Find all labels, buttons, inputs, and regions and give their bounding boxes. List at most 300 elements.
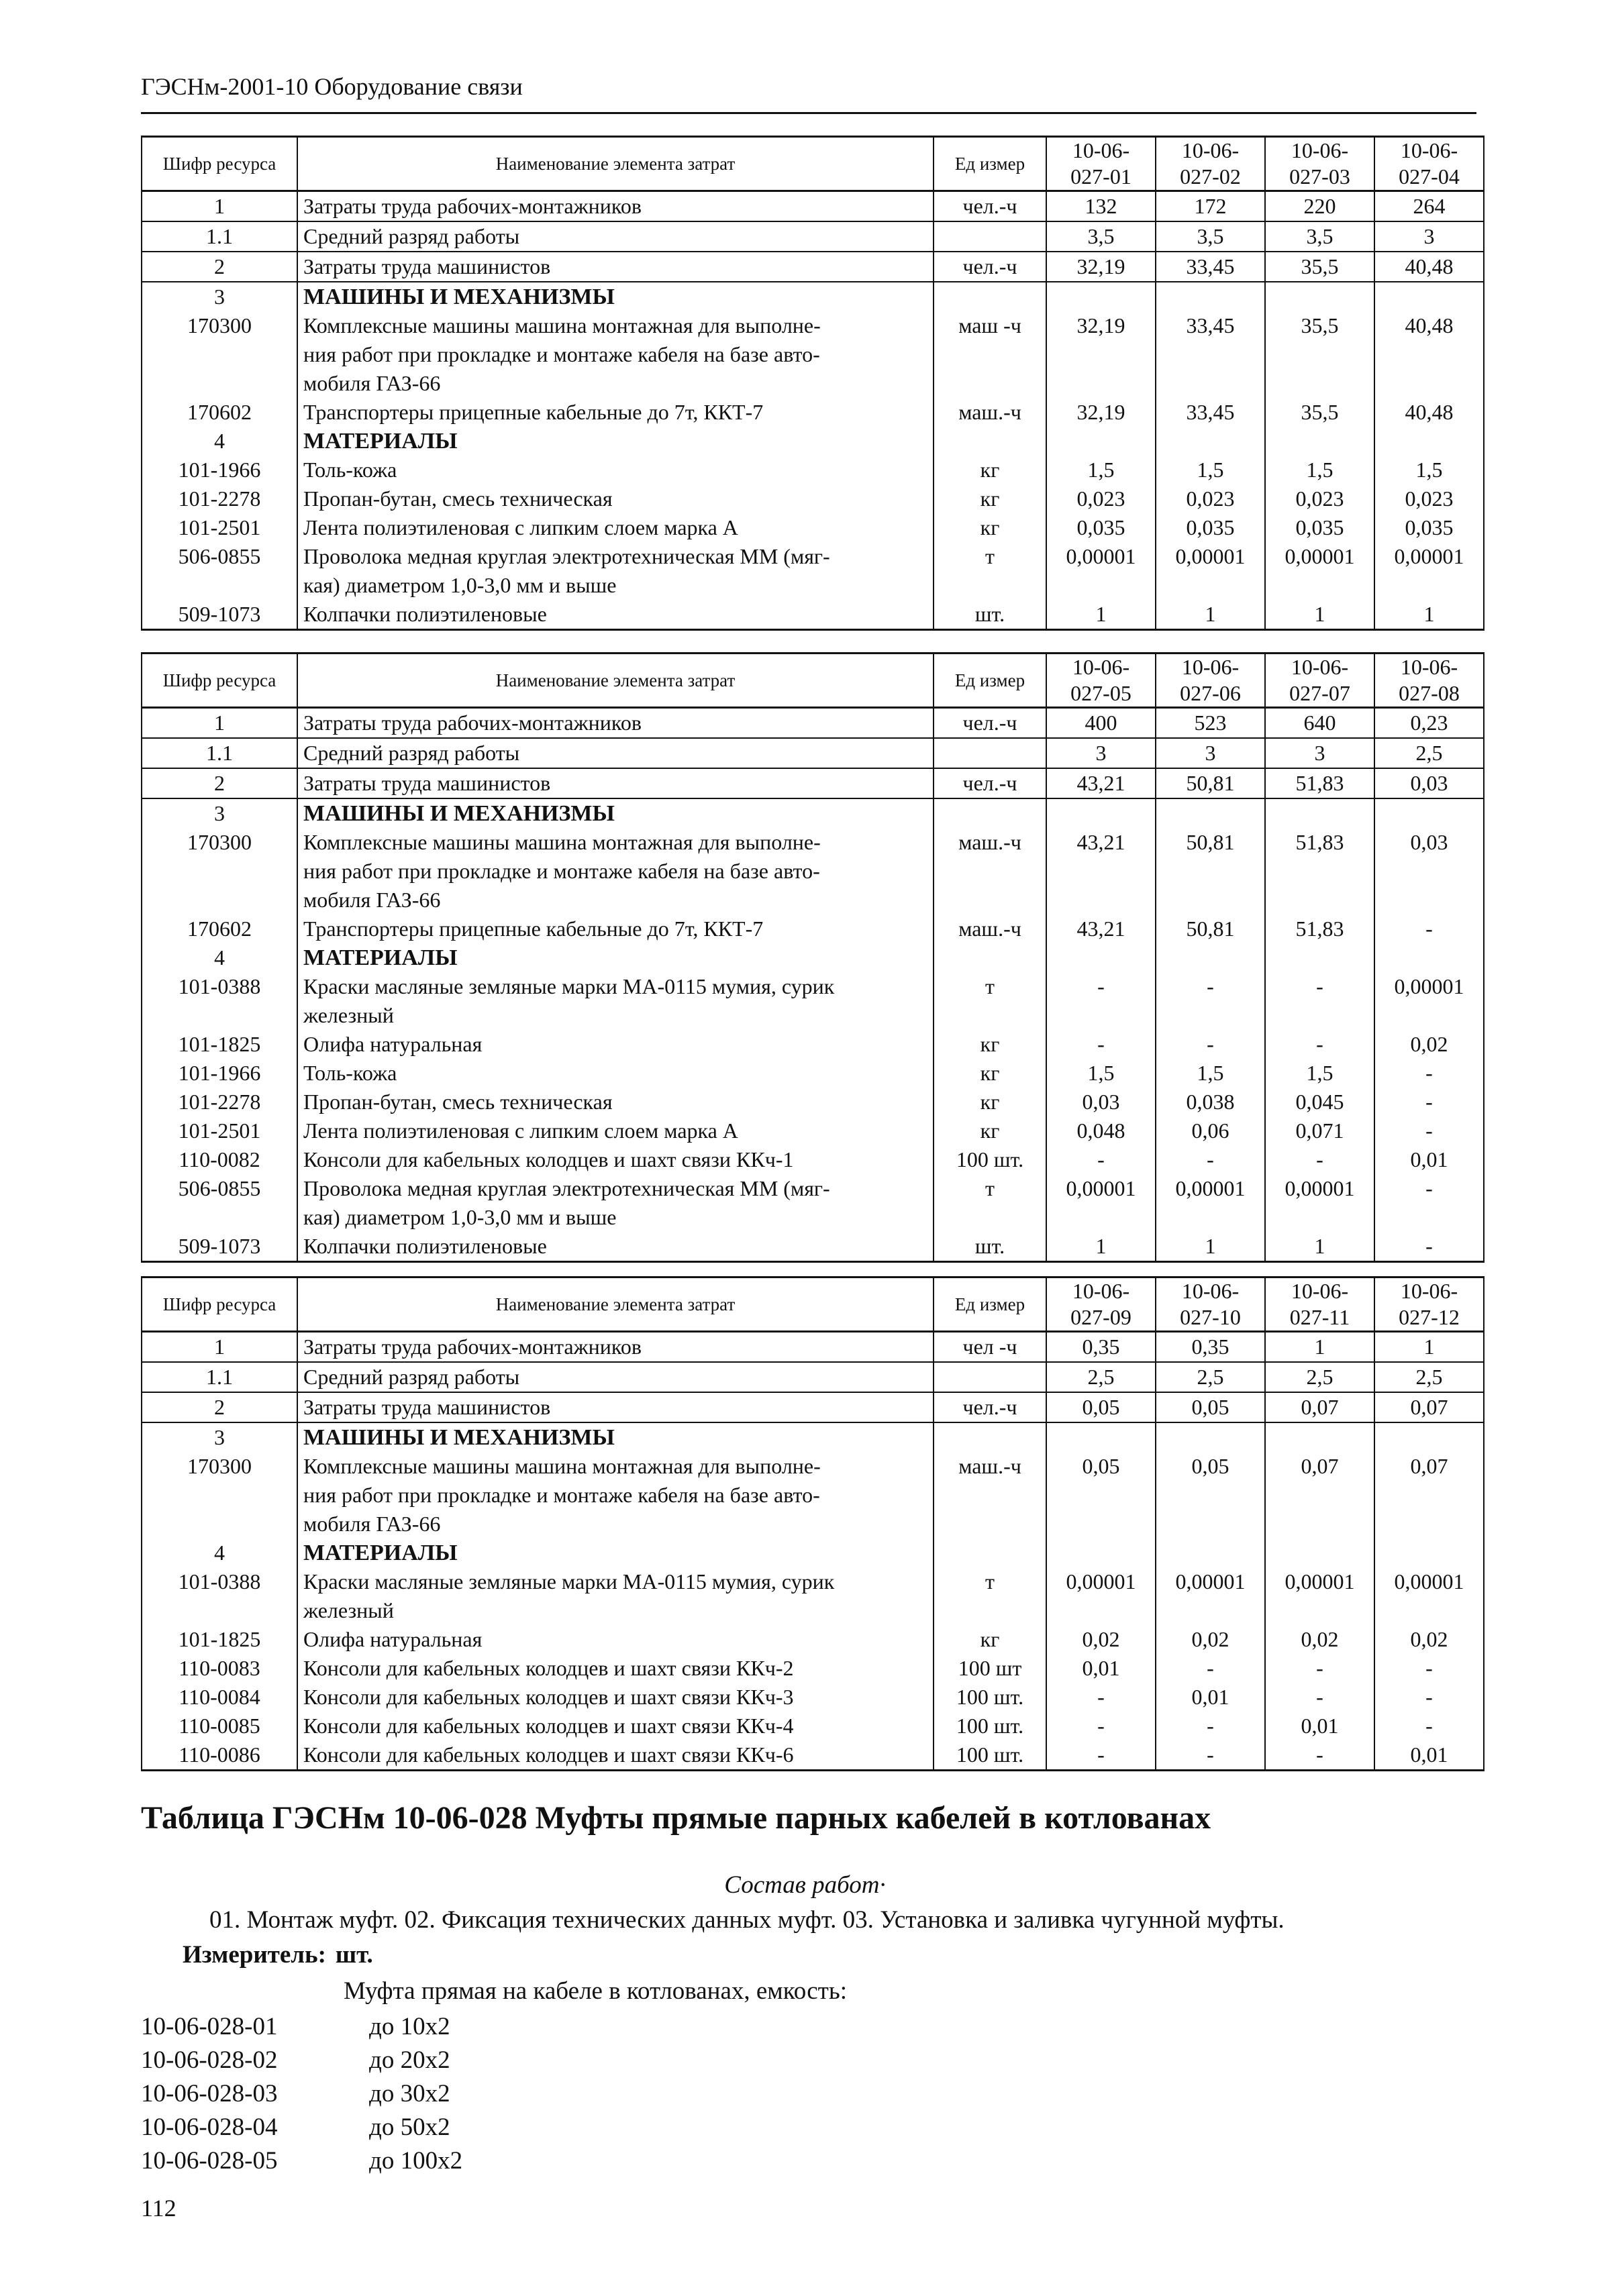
value-cell: 0,00001 (1265, 1567, 1374, 1625)
value-cell (1374, 1422, 1484, 1452)
header-norm-code: 10-06- 027-05 (1046, 654, 1156, 708)
table-row (142, 1654, 1484, 1683)
value-cell: 0,023 (1156, 484, 1265, 513)
resource-code-cell: 101-2501 (142, 513, 297, 542)
value-cell: 264 (1374, 191, 1484, 222)
value-cell: 0,071 (1265, 1116, 1374, 1145)
table-row (142, 542, 1484, 600)
resource-name-cell: Лента полиэтиленовая с липким слоем марка А (297, 513, 934, 542)
unit-cell (934, 282, 1046, 311)
resource-name-cell: Средний разряд работы (297, 221, 934, 252)
value-cell: 3 (1374, 221, 1484, 252)
resource-code-cell: 1 (142, 708, 297, 739)
unit-cell: чел.-ч (934, 1392, 1046, 1422)
page-header-title: ГЭСНм-2001-10 Оборудование связи (141, 73, 523, 100)
unit-cell: кг (934, 1625, 1046, 1654)
unit-cell: маш.-ч (934, 1452, 1046, 1538)
header-norm-code: 10-06- 027-03 (1265, 137, 1374, 191)
resource-name-cell: Затраты труда машинистов (297, 768, 934, 798)
unit-cell: 100 шт. (934, 1740, 1046, 1771)
value-cell: 0,06 (1156, 1116, 1265, 1145)
resource-code-cell: 110-0086 (142, 1740, 297, 1771)
value-cell: - (1265, 1145, 1374, 1174)
resource-code-cell: 1.1 (142, 1362, 297, 1392)
unit-cell (934, 1362, 1046, 1392)
table-row (142, 1683, 1484, 1712)
table-row (142, 1116, 1484, 1145)
value-cell: 0,00001 (1374, 1567, 1484, 1625)
value-cell: 2,5 (1265, 1362, 1374, 1392)
table-header-row (142, 1277, 1484, 1332)
resource-name-cell: Проволока медная круглая электротехническая ММ (мяг- кая) диаметром 1,0-3,0 мм и выше (297, 542, 934, 600)
unit-cell: 100 шт (934, 1654, 1046, 1683)
value-cell: 33,45 (1156, 311, 1265, 398)
unit-cell (934, 427, 1046, 456)
resource-code-cell: 3 (142, 282, 297, 311)
value-cell: 0,01 (1046, 1654, 1156, 1683)
header-norm-code: 10-06- 027-10 (1156, 1277, 1265, 1332)
value-cell: 1 (1265, 1332, 1374, 1363)
resource-name-cell: Пропан-бутан, смесь техническая (297, 484, 934, 513)
value-cell: 0,02 (1046, 1625, 1156, 1654)
table-row (142, 1059, 1484, 1088)
resource-name-cell: Колпачки полиэтиленовые (297, 600, 934, 630)
resource-name-cell: МАШИНЫ И МЕХАНИЗМЫ (297, 798, 934, 828)
table-row (142, 252, 1484, 282)
unit-cell: маш.-ч (934, 398, 1046, 427)
resource-name-cell: Средний разряд работы (297, 738, 934, 768)
header-name: Наименование элемента затрат (297, 137, 934, 191)
resource-table-1 (141, 136, 1485, 631)
resource-name-cell: Комплексные машины машина монтажная для выполне- ния работ при прокладке и монтаже кабеля на базе авто- мобиля ГАЗ-66 (297, 311, 934, 398)
table-row (142, 427, 1484, 456)
variant-row (141, 2144, 462, 2178)
value-cell: 1,5 (1156, 1059, 1265, 1088)
value-cell: 0,01 (1374, 1145, 1484, 1174)
value-cell: 51,83 (1265, 915, 1374, 943)
value-cell: 172 (1156, 191, 1265, 222)
value-cell (1156, 1422, 1265, 1452)
value-cell: 1 (1156, 600, 1265, 630)
unit-cell (934, 1538, 1046, 1567)
value-cell: 43,21 (1046, 828, 1156, 915)
value-cell: 1,5 (1374, 456, 1484, 484)
value-cell: - (1374, 1088, 1484, 1116)
value-cell: 40,48 (1374, 311, 1484, 398)
resource-name-cell: Лента полиэтиленовая с липким слоем марка А (297, 1116, 934, 1145)
value-cell: 33,45 (1156, 252, 1265, 282)
value-cell: 0,05 (1046, 1452, 1156, 1538)
unit-cell: шт. (934, 600, 1046, 630)
page-header (141, 72, 1476, 114)
resource-name-cell: Консоли для кабельных колодцев и шахт связи ККч-1 (297, 1145, 934, 1174)
resource-code-cell: 4 (142, 427, 297, 456)
resource-name-cell: МАТЕРИАЛЫ (297, 943, 934, 972)
value-cell (1156, 282, 1265, 311)
value-cell: 0,02 (1156, 1625, 1265, 1654)
resource-code-cell: 170602 (142, 398, 297, 427)
value-cell: 523 (1156, 708, 1265, 739)
resource-name-cell: Затраты труда машинистов (297, 252, 934, 282)
value-cell: 0,07 (1265, 1392, 1374, 1422)
resource-code-cell: 170300 (142, 1452, 297, 1538)
resource-name-cell: Консоли для кабельных колодцев и шахт связи ККч-2 (297, 1654, 934, 1683)
variant-row (141, 2010, 462, 2044)
value-cell: 0,05 (1156, 1392, 1265, 1422)
table-row (142, 915, 1484, 943)
table-row (142, 484, 1484, 513)
table-row (142, 738, 1484, 768)
table-row (142, 1332, 1484, 1363)
value-cell: 1 (1046, 1232, 1156, 1262)
unit-cell: 100 шт. (934, 1145, 1046, 1174)
table-row (142, 1422, 1484, 1452)
variant-capacity: до 100х2 (369, 2147, 463, 2175)
table-row (142, 1145, 1484, 1174)
value-cell: 51,83 (1265, 768, 1374, 798)
header-norm-code: 10-06- 027-01 (1046, 137, 1156, 191)
resource-name-cell: Пропан-бутан, смесь техническая (297, 1088, 934, 1116)
resource-code-cell: 509-1073 (142, 1232, 297, 1262)
header-norm-code: 10-06- 027-09 (1046, 1277, 1156, 1332)
resource-name-cell: МАШИНЫ И МЕХАНИЗМЫ (297, 282, 934, 311)
resource-code-cell: 4 (142, 943, 297, 972)
value-cell: 0,35 (1046, 1332, 1156, 1363)
value-cell: 43,21 (1046, 915, 1156, 943)
table-row (142, 600, 1484, 630)
value-cell (1265, 798, 1374, 828)
header-name: Наименование элемента затрат (297, 654, 934, 708)
unit-cell: т (934, 542, 1046, 600)
table-header-row (142, 654, 1484, 708)
value-cell: 32,19 (1046, 252, 1156, 282)
value-cell (1046, 282, 1156, 311)
resource-name-cell: Олифа натуральная (297, 1030, 934, 1059)
header-unit: Ед измер (934, 1277, 1046, 1332)
value-cell: - (1265, 1030, 1374, 1059)
value-cell: - (1046, 1740, 1156, 1771)
value-cell: - (1374, 1232, 1484, 1262)
value-cell: 0,045 (1265, 1088, 1374, 1116)
value-cell: - (1156, 1740, 1265, 1771)
value-cell: 1 (1265, 1232, 1374, 1262)
resource-name-cell: Проволока медная круглая электротехническая ММ (мяг- кая) диаметром 1,0-3,0 мм и выше (297, 1174, 934, 1232)
variant-code: 10-06-028-02 (141, 2046, 278, 2074)
resource-code-cell: 110-0084 (142, 1683, 297, 1712)
resource-name-cell: Транспортеры прицепные кабельные до 7т, ККТ-7 (297, 915, 934, 943)
unit-cell: кг (934, 513, 1046, 542)
section-title: Таблица ГЭСНм 10-06-028 Муфты прямые парных кабелей в котлованах (141, 1800, 1211, 1836)
value-cell (1374, 427, 1484, 456)
variant-row (141, 2111, 462, 2144)
table-row (142, 1232, 1484, 1262)
value-cell: 0,03 (1374, 828, 1484, 915)
value-cell: 0,01 (1156, 1683, 1265, 1712)
value-cell: 0,03 (1374, 768, 1484, 798)
resource-name-cell: Толь-кожа (297, 1059, 934, 1088)
resource-name-cell: Консоли для кабельных колодцев и шахт связи ККч-3 (297, 1683, 934, 1712)
resource-name-cell: Транспортеры прицепные кабельные до 7т, ККТ-7 (297, 398, 934, 427)
value-cell: - (1374, 1174, 1484, 1232)
table-row (142, 768, 1484, 798)
value-cell: 0,00001 (1156, 1174, 1265, 1232)
table-row (142, 1538, 1484, 1567)
value-cell: 132 (1046, 191, 1156, 222)
value-cell: - (1374, 1654, 1484, 1683)
resource-code-cell: 2 (142, 252, 297, 282)
value-cell: 1 (1374, 600, 1484, 630)
resource-name-cell: Олифа натуральная (297, 1625, 934, 1654)
resource-code-cell: 506-0855 (142, 542, 297, 600)
header-unit: Ед измер (934, 137, 1046, 191)
variant-code: 10-06-028-03 (141, 2080, 278, 2107)
variant-code: 10-06-028-05 (141, 2147, 278, 2175)
value-cell (1046, 1538, 1156, 1567)
header-norm-code: 10-06- 027-02 (1156, 137, 1265, 191)
resource-name-cell: Комплексные машины машина монтажная для выполне- ния работ при прокладке и монтаже кабеля на базе авто- мобиля ГАЗ-66 (297, 828, 934, 915)
resource-name-cell: Затраты труда рабочих-монтажников (297, 191, 934, 222)
value-cell: 0,05 (1046, 1392, 1156, 1422)
value-cell: 0,05 (1156, 1452, 1265, 1538)
resource-name-cell: Консоли для кабельных колодцев и шахт связи ККч-4 (297, 1712, 934, 1740)
value-cell: 2,5 (1156, 1362, 1265, 1392)
header-name: Наименование элемента затрат (297, 1277, 934, 1332)
table-row (142, 311, 1484, 398)
resource-code-cell: 101-2278 (142, 1088, 297, 1116)
resource-name-cell: МАШИНЫ И МЕХАНИЗМЫ (297, 1422, 934, 1452)
resource-code-cell: 101-0388 (142, 1567, 297, 1625)
value-cell: 0,035 (1374, 513, 1484, 542)
value-cell: 3 (1156, 738, 1265, 768)
unit-cell: т (934, 1174, 1046, 1232)
resource-table-3 (141, 1276, 1485, 1771)
value-cell: 35,5 (1265, 252, 1374, 282)
resource-name-cell: Консоли для кабельных колодцев и шахт связи ККч-6 (297, 1740, 934, 1771)
header-norm-code: 10-06- 027-04 (1374, 137, 1484, 191)
header-code: Шифр ресурса (142, 1277, 297, 1332)
value-cell: 0,00001 (1265, 1174, 1374, 1232)
value-cell: 32,19 (1046, 311, 1156, 398)
measure-unit-line (183, 1940, 383, 1969)
value-cell: 0,01 (1374, 1740, 1484, 1771)
resource-code-cell: 170300 (142, 311, 297, 398)
variant-row (141, 2044, 462, 2077)
value-cell: - (1374, 1683, 1484, 1712)
value-cell: - (1046, 1683, 1156, 1712)
resource-code-cell: 101-2278 (142, 484, 297, 513)
value-cell: 1 (1046, 600, 1156, 630)
resource-code-cell: 1.1 (142, 738, 297, 768)
resource-code-cell: 170602 (142, 915, 297, 943)
header-norm-code: 10-06- 027-08 (1374, 654, 1484, 708)
table-row (142, 1030, 1484, 1059)
value-cell (1046, 427, 1156, 456)
variants-heading: Муфта прямая на кабеле в котлованах, емкость: (344, 1977, 847, 2005)
value-cell: 0,035 (1265, 513, 1374, 542)
unit-cell: кг (934, 1116, 1046, 1145)
value-cell: - (1374, 1116, 1484, 1145)
value-cell (1046, 798, 1156, 828)
table-row (142, 513, 1484, 542)
resource-name-cell: Затраты труда рабочих-монтажников (297, 708, 934, 739)
unit-cell (934, 738, 1046, 768)
table-row (142, 1567, 1484, 1625)
work-composition-heading: Состав работ· (724, 1871, 886, 1899)
unit-cell: чел -ч (934, 1332, 1046, 1363)
resource-code-cell: 2 (142, 768, 297, 798)
table-row (142, 798, 1484, 828)
unit-cell: маш.-ч (934, 915, 1046, 943)
value-cell (1265, 282, 1374, 311)
resource-name-cell: Толь-кожа (297, 456, 934, 484)
unit-cell: чел.-ч (934, 191, 1046, 222)
value-cell: - (1156, 1145, 1265, 1174)
resource-code-cell: 3 (142, 798, 297, 828)
value-cell: 0,023 (1265, 484, 1374, 513)
variant-capacity: до 20х2 (369, 2046, 450, 2074)
resource-code-cell: 110-0085 (142, 1712, 297, 1740)
work-composition-text: 01. Монтаж муфт. 02. Фиксация технических данных муфт. 03. Установка и заливка чугунной муфты. (209, 1906, 1285, 1934)
table-row (142, 191, 1484, 222)
header-unit: Ед измер (934, 654, 1046, 708)
table-row (142, 1174, 1484, 1232)
unit-cell (934, 1422, 1046, 1452)
value-cell: 1 (1156, 1232, 1265, 1262)
unit-cell: кг (934, 1030, 1046, 1059)
value-cell: 1,5 (1265, 1059, 1374, 1088)
table-row (142, 221, 1484, 252)
value-cell (1265, 1422, 1374, 1452)
value-cell: - (1046, 1712, 1156, 1740)
value-cell: 0,035 (1156, 513, 1265, 542)
resource-code-cell: 1.1 (142, 221, 297, 252)
header-norm-code: 10-06- 027-07 (1265, 654, 1374, 708)
variant-code: 10-06-028-04 (141, 2114, 278, 2141)
unit-cell: 100 шт. (934, 1683, 1046, 1712)
value-cell: - (1265, 1683, 1374, 1712)
value-cell: 0,048 (1046, 1116, 1156, 1145)
resource-code-cell: 1 (142, 191, 297, 222)
value-cell: 0,35 (1156, 1332, 1265, 1363)
value-cell: 0,02 (1374, 1030, 1484, 1059)
table-row (142, 1625, 1484, 1654)
unit-cell (934, 943, 1046, 972)
resource-code-cell: 101-0388 (142, 972, 297, 1030)
resource-code-cell: 2 (142, 1392, 297, 1422)
value-cell: 2,5 (1374, 738, 1484, 768)
value-cell: 40,48 (1374, 252, 1484, 282)
table-row (142, 1712, 1484, 1740)
value-cell: 0,00001 (1156, 542, 1265, 600)
value-cell: 0,00001 (1046, 542, 1156, 600)
value-cell: 0,00001 (1046, 1174, 1156, 1232)
value-cell (1265, 943, 1374, 972)
variant-capacity: до 10х2 (369, 2013, 450, 2040)
value-cell: 0,23 (1374, 708, 1484, 739)
resource-name-cell: МАТЕРИАЛЫ (297, 1538, 934, 1567)
value-cell: 1,5 (1156, 456, 1265, 484)
resource-name-cell: МАТЕРИАЛЫ (297, 427, 934, 456)
value-cell: - (1046, 1030, 1156, 1059)
resource-name-cell: Краски масляные земляные марки МА-0115 мумия, сурик железный (297, 1567, 934, 1625)
value-cell: - (1156, 972, 1265, 1030)
value-cell: 3,5 (1156, 221, 1265, 252)
header-code: Шифр ресурса (142, 654, 297, 708)
table-row (142, 1740, 1484, 1771)
value-cell: 0,02 (1265, 1625, 1374, 1654)
value-cell: 50,81 (1156, 828, 1265, 915)
value-cell: - (1265, 972, 1374, 1030)
value-cell: 0,00001 (1374, 542, 1484, 600)
value-cell: 35,5 (1265, 398, 1374, 427)
table-row (142, 708, 1484, 739)
measure-unit-label: Измеритель: (183, 1941, 326, 1969)
unit-cell: чел.-ч (934, 768, 1046, 798)
header-norm-code: 10-06- 027-06 (1156, 654, 1265, 708)
table-row (142, 1362, 1484, 1392)
value-cell (1156, 798, 1265, 828)
value-cell (1046, 943, 1156, 972)
value-cell (1374, 1538, 1484, 1567)
unit-cell: маш.-ч (934, 828, 1046, 915)
value-cell: - (1265, 1740, 1374, 1771)
value-cell: 50,81 (1156, 915, 1265, 943)
header-norm-code: 10-06- 027-11 (1265, 1277, 1374, 1332)
value-cell (1374, 943, 1484, 972)
value-cell: 0,00001 (1156, 1567, 1265, 1625)
resource-name-cell: Средний разряд работы (297, 1362, 934, 1392)
unit-cell: кг (934, 1088, 1046, 1116)
unit-cell (934, 221, 1046, 252)
unit-cell: т (934, 1567, 1046, 1625)
value-cell (1374, 282, 1484, 311)
value-cell: 1 (1374, 1332, 1484, 1363)
value-cell: 0,023 (1374, 484, 1484, 513)
value-cell: 32,19 (1046, 398, 1156, 427)
resource-name-cell: Затраты труда машинистов (297, 1392, 934, 1422)
value-cell: 0,00001 (1046, 1567, 1156, 1625)
value-cell: 0,07 (1265, 1452, 1374, 1538)
table-row (142, 1088, 1484, 1116)
value-cell (1156, 943, 1265, 972)
resource-name-cell: Краски масляные земляные марки МА-0115 мумия, сурик железный (297, 972, 934, 1030)
resource-code-cell: 101-2501 (142, 1116, 297, 1145)
variants-list (141, 2010, 462, 2178)
value-cell (1374, 798, 1484, 828)
resource-code-cell: 101-1825 (142, 1625, 297, 1654)
value-cell: 2,5 (1046, 1362, 1156, 1392)
unit-cell: маш -ч (934, 311, 1046, 398)
resource-code-cell: 110-0083 (142, 1654, 297, 1683)
measure-unit-value: шт. (335, 1941, 373, 1969)
table-row (142, 1392, 1484, 1422)
value-cell (1046, 1422, 1156, 1452)
resource-code-cell: 4 (142, 1538, 297, 1567)
value-cell: 0,023 (1046, 484, 1156, 513)
value-cell: 1,5 (1046, 1059, 1156, 1088)
value-cell: - (1374, 915, 1484, 943)
value-cell (1265, 1538, 1374, 1567)
value-cell: 3 (1265, 738, 1374, 768)
value-cell: 50,81 (1156, 768, 1265, 798)
resource-name-cell: Комплексные машины машина монтажная для выполне- ния работ при прокладке и монтаже кабеля на базе авто- мобиля ГАЗ-66 (297, 1452, 934, 1538)
value-cell: 3,5 (1046, 221, 1156, 252)
header-code: Шифр ресурса (142, 137, 297, 191)
value-cell: 220 (1265, 191, 1374, 222)
value-cell: - (1156, 1030, 1265, 1059)
unit-cell (934, 798, 1046, 828)
value-cell: - (1265, 1654, 1374, 1683)
